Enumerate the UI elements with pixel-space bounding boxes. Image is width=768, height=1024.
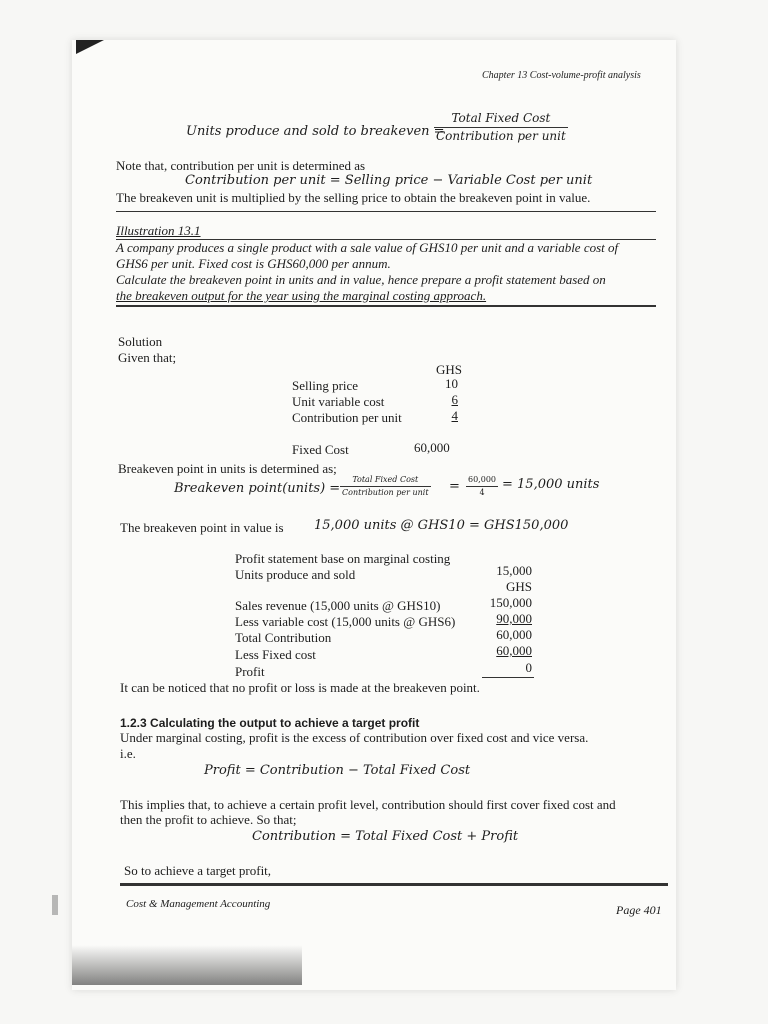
section-line2: This implies that, to achieve a certain profit level, contribution should first cover fixed cost and [120, 797, 616, 812]
illustration-line: A company produces a single product with a sale value of GHS10 per unit and a variable cost of [116, 240, 619, 255]
given-row-label: Unit variable cost [292, 394, 385, 409]
chapter-header: Chapter 13 Cost-volume-profit analysis [482, 70, 641, 81]
footer-page-number: Page 401 [616, 903, 662, 917]
statement-units-value: 15,000 [496, 563, 532, 578]
statement-row-value: 60,000 [496, 643, 532, 658]
bep-denominator: Contribution per unit [342, 488, 429, 497]
statement-row-label: Total Contribution [235, 630, 332, 645]
statement-units-label: Units produce and sold [235, 567, 356, 582]
divider [116, 211, 656, 212]
statement-row-value: 60,000 [496, 627, 532, 642]
bep-numerator-value: 60,000 [466, 474, 498, 487]
section-line1: Under marginal costing, profit is the excess of contribution over fixed cost and vice versa. [120, 730, 589, 745]
currency-header: GHS [435, 362, 462, 377]
statement-title: Profit statement base on marginal costing [235, 551, 451, 566]
illustration-line: the breakeven output for the year using the marginal costing approach. [116, 288, 487, 303]
bep-fraction-values [466, 474, 498, 499]
statement-row-value: 90,000 [496, 611, 532, 626]
formula-units-denominator: Contribution per unit [436, 129, 566, 143]
bep-fraction [340, 474, 431, 499]
statement-row-value: 150,000 [489, 595, 532, 610]
note-line1: Note that, contribution per unit is determined as [116, 158, 366, 173]
solution-heading: Solution [118, 334, 163, 349]
given-row-value: 4 [451, 408, 458, 423]
bep-lhs: Breakeven point(units) = [174, 481, 341, 496]
section-line3: then the profit to achieve. So that; [120, 812, 297, 827]
bep-intro: Breakeven point in units is determined as; [118, 461, 337, 476]
contribution-formula: Contribution = Total Fixed Cost + Profit [252, 829, 519, 844]
bep-numerator: Total Fixed Cost [340, 474, 431, 487]
fixed-cost-value: 60,000 [414, 440, 450, 455]
given-row-value: 10 [445, 376, 458, 391]
bep-value-text: The breakeven point in value is [120, 520, 284, 535]
statement-note: It can be noticed that no profit or loss is made at the breakeven point. [120, 680, 480, 695]
total-underline [482, 677, 534, 678]
profit-formula: Profit = Contribution − Total Fixed Cost [204, 763, 471, 778]
formula-units-fraction [434, 110, 568, 145]
bep-denominator-value: 4 [479, 488, 485, 497]
illustration-line: Calculate the breakeven point in units and in value, hence prepare a profit statement based on [116, 272, 606, 287]
illustration-line: GHS6 per unit. Fixed cost is GHS60,000 per annum. [116, 256, 391, 271]
divider [116, 305, 656, 307]
statement-row-label: Less variable cost (15,000 units @ GHS6) [235, 614, 456, 629]
section-ie: i.e. [120, 746, 136, 761]
statement-row-label: Sales revenue (15,000 units @ GHS10) [235, 598, 441, 613]
given-row-label: Contribution per unit [292, 410, 402, 425]
given-row-value: 6 [451, 392, 458, 407]
statement-row-label: Profit [235, 664, 265, 679]
formula-units-lhs: Units produce and sold to breakeven = [186, 124, 445, 139]
section-line4: So to achieve a target profit, [124, 863, 272, 878]
bep-value-formula: 15,000 units @ GHS10 = GHS150,000 [314, 518, 569, 533]
page-bottom-shadow [72, 945, 302, 985]
statement-row-label: Less Fixed cost [235, 647, 316, 662]
illustration-title: Illustration 13.1 [116, 223, 201, 238]
binder-mark [52, 895, 58, 915]
given-row-label: Selling price [292, 378, 359, 393]
footer-left: Cost & Management Accounting [126, 898, 271, 910]
given-label: Given that; [118, 350, 177, 365]
footer-rule [120, 883, 668, 886]
note-formula: Contribution per unit = Selling price − Variable Cost per unit [185, 173, 593, 188]
section-heading: 1.2.3 Calculating the output to achieve a target profit [120, 716, 420, 730]
bep-equals: = [449, 479, 460, 494]
formula-units-numerator: Total Fixed Cost [434, 110, 568, 128]
statement-currency: GHS [505, 579, 532, 594]
statement-row-value: 0 [525, 660, 532, 675]
fixed-cost-label: Fixed Cost [292, 442, 349, 457]
note-line2: The breakeven unit is multiplied by the selling price to obtain the breakeven point in value. [116, 190, 591, 205]
bep-result: = 15,000 units [502, 477, 600, 492]
